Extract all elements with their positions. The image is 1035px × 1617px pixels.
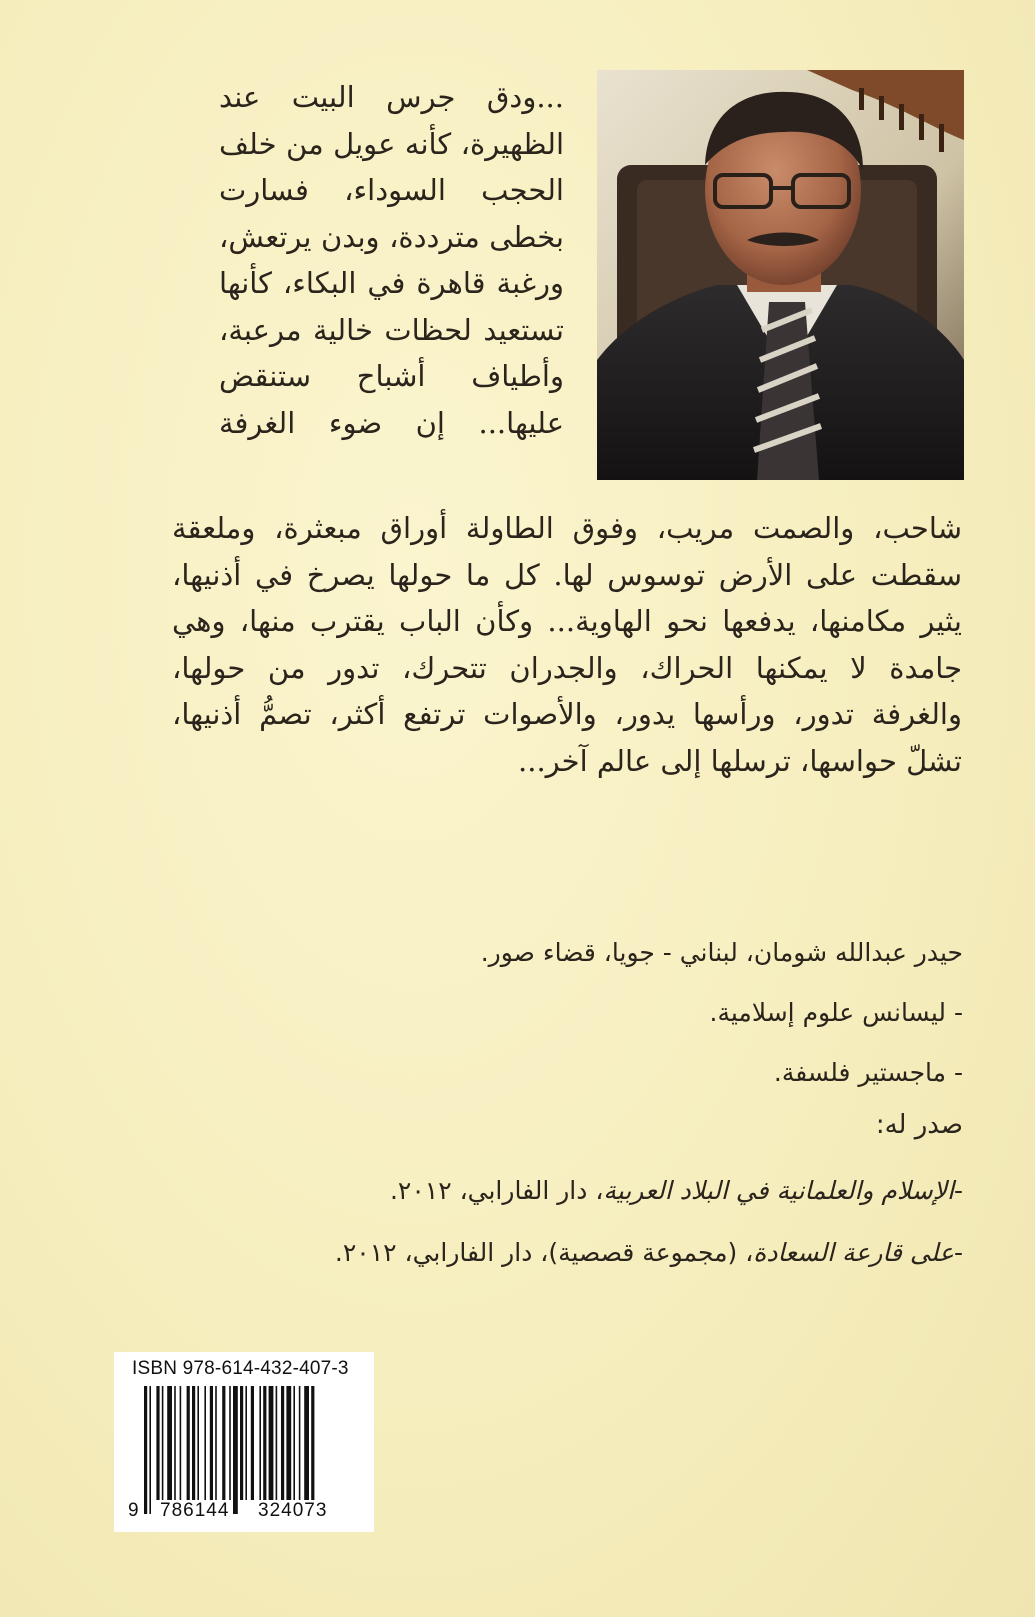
barcode-bar [245,1386,247,1500]
author-portrait-icon [597,70,964,480]
barcode-bar [187,1386,190,1500]
isbn-barcode [114,1352,374,1532]
author-intro: حيدر عبدالله شومان، لبناني - جويا، قضاء صور. [480,938,963,967]
author-photo [597,70,964,480]
author-degree: - ليسانس علوم إسلامية. [709,998,963,1027]
published-book: -الإسلام والعلمانية في البلاد العربية، دار الفارابي، ٢٠١٢. [389,1176,963,1205]
barcode-bar [251,1386,254,1500]
barcode-bar [174,1386,176,1500]
passage-line: سقطت على الأرض توسوس لها. كل ما حولها يصرخ في أذنيها، [172,557,962,592]
passage-line: بخطى مترددة، وبدن يرتعش، [219,219,564,254]
barcode-bars-icon [114,1352,374,1532]
barcode-bar [149,1386,151,1514]
barcode-bar [192,1386,195,1500]
author-degree: - ماجستير فلسفة. [773,1058,963,1087]
passage-line: ورغبة قاهرة في البكاء، كأنها [219,266,564,300]
barcode-bar [222,1386,225,1500]
published-book: -على قارعة السعادة، (مجموعة قصصية)، دار الفارابي، ٢٠١٢. [334,1238,963,1267]
passage-bottom [172,505,962,784]
barcode-bar [299,1386,301,1500]
passage-line: يثير مكامنها، يدفعها نحو الهاوية... وكأن الباب يقترب منها، وهي [172,604,962,638]
barcode-digits-right: 324073 [258,1500,328,1521]
passage-line: ...ودق جرس البيت عند [219,80,564,114]
barcode-bar [162,1386,164,1500]
barcode-bar [259,1386,261,1500]
barcode-bar [263,1386,266,1500]
passage-line: الحجب السوداء، فسارت [219,173,564,207]
passage-line: شاحب، والصمت مريب، وفوق الطاولة أوراق مبعثرة، وملعقة [172,511,962,545]
barcode-bar [240,1386,243,1500]
barcode-bar [276,1386,278,1500]
barcode-bar [167,1386,172,1500]
barcode-bar [215,1386,217,1500]
barcode-bar [286,1386,291,1500]
barcode-digit: 9 [128,1500,140,1521]
barcode-bar [293,1386,295,1500]
passage-line: الظهيرة، كأنه عويل من خلف [219,126,564,161]
published-heading: صدر له: [875,1110,963,1140]
barcode-bar [281,1386,284,1500]
isbn-label: ISBN 978-614-432-407-3 [132,1358,349,1379]
barcode-bar [180,1386,182,1500]
barcode-bar [311,1386,314,1514]
passage-line: عليها... إن ضوء الغرفة [219,405,564,440]
barcode-bar [210,1386,213,1500]
barcode-bar [233,1386,238,1514]
book-details: ، دار الفارابي، ٢٠١٢. [389,1176,604,1205]
barcode-digits-left: 786144 [160,1500,230,1521]
book-title: الإسلام والعلمانية في البلاد العربية [603,1176,954,1205]
barcode-bar [156,1386,159,1500]
barcode-bar [304,1386,309,1500]
passage-line: جامدة لا يمكنها الحراك، والجدران تتحرك، تدور من حولها، [172,650,962,685]
passage-line: والغرفة تدور، ورأسها يدور، والأصوات ترتفع أكثر، تصمُّ أذنيها، [172,697,962,731]
barcode-bar [269,1386,274,1500]
book-title: على قارعة السعادة [753,1238,954,1267]
barcode-bar [204,1386,206,1500]
passage-line: تشلّ حواسها، ترسلها إلى عالم آخر... [518,743,962,778]
barcode-bar [144,1386,147,1514]
passage-line: وأطياف أشباح ستنقض [219,359,564,393]
barcode-bar [197,1386,199,1500]
barcode-bar [229,1386,231,1514]
book-details: ، (مجموعة قصصية)، دار الفارابي، ٢٠١٢. [334,1238,754,1267]
passage-top [219,74,564,446]
passage-line: تستعيد لحظات خالية مرعبة، [219,312,564,347]
